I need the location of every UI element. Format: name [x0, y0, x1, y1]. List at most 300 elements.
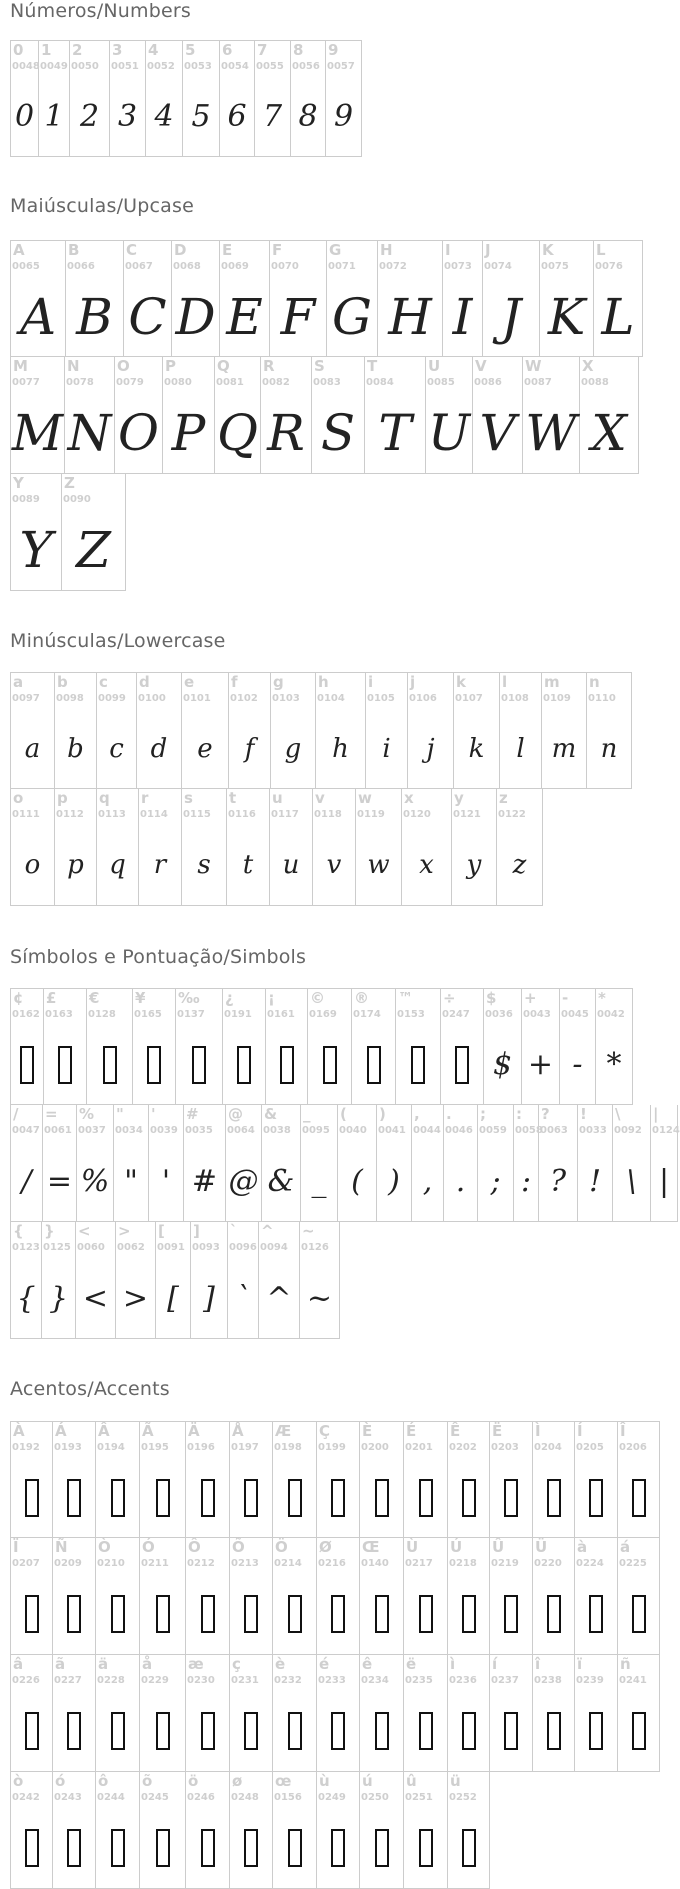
glyph-sample: e [197, 733, 213, 764]
glyph-sample: j [426, 733, 435, 764]
glyph-sample: C [128, 287, 167, 346]
missing-glyph-box [230, 1462, 272, 1533]
missing-glyph-box [575, 1695, 617, 1767]
glyph-cell [575, 1421, 618, 1538]
missing-glyph-box [618, 1695, 659, 1767]
glyph-code-label: 0126 [301, 1242, 329, 1253]
glyph-sample: t [242, 850, 254, 880]
glyph-sample: } [48, 1280, 69, 1316]
missing-glyph-icon [375, 1595, 389, 1633]
missing-glyph-icon [111, 1712, 125, 1750]
missing-glyph-icon [25, 1829, 39, 1867]
glyph-row [10, 474, 643, 591]
glyph-char-label: û [406, 1772, 417, 1790]
missing-glyph-icon [589, 1712, 603, 1750]
glyph-char-label: 5 [185, 41, 196, 59]
glyph-char-label: 6 [222, 41, 233, 59]
glyph-grid-upcase [10, 240, 643, 591]
glyph-cell [448, 1772, 490, 1889]
glyph-code-label: 0059 [479, 1125, 507, 1136]
missing-glyph-icon [331, 1712, 345, 1750]
glyph-char-label: À [13, 1422, 25, 1440]
glyph-code-label: 0225 [619, 1558, 647, 1569]
glyph-sample: 0 [14, 99, 35, 134]
glyph-cell [163, 357, 215, 474]
missing-glyph-box [404, 1812, 447, 1884]
glyph-cell [533, 1655, 575, 1772]
glyph-char-label: ÷ [443, 989, 456, 1007]
missing-glyph-box [230, 1695, 272, 1767]
glyph-cell [452, 789, 497, 906]
glyph-code-label: 0202 [449, 1442, 477, 1453]
glyph-code-label: 0101 [183, 693, 211, 704]
missing-glyph-box [11, 1462, 52, 1533]
glyph-code-label: 0230 [187, 1675, 215, 1686]
glyph-char-label: 0 [13, 41, 24, 59]
glyph-char-label: _ [303, 1105, 311, 1123]
glyph-code-label: 0120 [403, 809, 431, 820]
missing-glyph-box [266, 1029, 307, 1100]
missing-glyph-icon [411, 1046, 425, 1084]
missing-glyph-icon [288, 1479, 302, 1517]
missing-glyph-icon [156, 1712, 170, 1750]
missing-glyph-icon [25, 1595, 39, 1633]
glyph-cell [156, 1222, 191, 1339]
glyph-code-label: 0054 [221, 61, 249, 72]
glyph-sample: L [601, 287, 635, 346]
glyph-char-label: ¢ [13, 989, 24, 1007]
glyph-row [10, 1538, 660, 1655]
glyph-char-label: Y [13, 474, 24, 492]
glyph-row [10, 1421, 660, 1538]
missing-glyph-icon [58, 1046, 72, 1084]
glyph-char-label: T [367, 357, 378, 375]
glyph-code-label: 0192 [12, 1442, 40, 1453]
glyph-code-label: 0125 [43, 1242, 71, 1253]
glyph-code-label: 0113 [98, 809, 126, 820]
glyph-cell [215, 357, 261, 474]
glyph-code-label: 0111 [12, 809, 40, 820]
glyph-code-label: 0199 [318, 1442, 346, 1453]
glyph-sample: w [367, 850, 390, 880]
glyph-cell [10, 40, 39, 157]
glyph-code-label: 0109 [543, 693, 571, 704]
glyph-sample: < [82, 1280, 109, 1316]
glyph-char-label: ] [193, 1222, 200, 1240]
missing-glyph-box [533, 1462, 574, 1533]
glyph-cell [96, 1538, 140, 1655]
missing-glyph-box [223, 1029, 265, 1100]
glyph-char-label: F [272, 241, 283, 259]
glyph-char-label: ê [362, 1655, 373, 1673]
missing-glyph-icon [375, 1712, 389, 1750]
glyph-code-label: 0203 [491, 1442, 519, 1453]
glyph-cell [490, 1538, 533, 1655]
glyph-code-label: 0088 [581, 377, 609, 388]
glyph-sample: B [76, 287, 113, 346]
glyph-code-label: 0169 [309, 1009, 337, 1020]
glyph-char-label: % [79, 1105, 95, 1123]
glyph-code-label: 0249 [318, 1792, 346, 1803]
glyph-sample: 1 [44, 99, 64, 134]
glyph-char-label: Ò [98, 1538, 111, 1556]
glyph-code-label: 0070 [271, 261, 299, 272]
glyph-code-label: 0231 [231, 1675, 259, 1686]
glyph-sample: Y [19, 521, 53, 579]
glyph-code-label: 0075 [541, 261, 569, 272]
glyph-code-label: 0071 [328, 261, 356, 272]
glyph-sample: x [419, 850, 434, 880]
missing-glyph-icon [201, 1479, 215, 1517]
glyph-code-label: 0200 [361, 1442, 389, 1453]
glyph-code-label: 0040 [339, 1125, 367, 1136]
glyph-code-label: 0216 [318, 1558, 346, 1569]
glyph-cell [140, 1655, 186, 1772]
glyph-code-label: 0097 [12, 693, 40, 704]
glyph-cell [594, 240, 643, 357]
glyph-char-label: * [598, 989, 606, 1007]
glyph-sample: H [388, 287, 432, 346]
glyph-code-label: 0247 [442, 1009, 470, 1020]
glyph-code-label: 0218 [449, 1558, 477, 1569]
missing-glyph-box [140, 1812, 185, 1884]
missing-glyph-box [490, 1578, 532, 1650]
glyph-cell [44, 988, 87, 1105]
glyph-code-label: 0090 [63, 494, 91, 505]
glyph-cell [523, 357, 580, 474]
missing-glyph-icon [547, 1479, 561, 1517]
glyph-char-label: ö [188, 1772, 199, 1790]
glyph-char-label: Í [577, 1422, 583, 1440]
missing-glyph-icon [288, 1595, 302, 1633]
missing-glyph-icon [280, 1046, 294, 1084]
glyph-char-label: æ [188, 1655, 204, 1673]
glyph-char-label: - [562, 989, 569, 1007]
glyph-sample: P [171, 404, 206, 462]
glyph-sample: ` [235, 1280, 251, 1316]
glyph-code-label: 0055 [256, 61, 284, 72]
glyph-char-label: Q [217, 357, 230, 375]
glyph-row [10, 1655, 660, 1772]
glyph-code-label: 0035 [185, 1125, 213, 1136]
glyph-char-label: ô [98, 1772, 109, 1790]
glyph-grid-lowercase [10, 672, 632, 906]
glyph-sample: . [455, 1163, 466, 1199]
glyph-cell [186, 1772, 230, 1889]
glyph-char-label: ñ [620, 1655, 631, 1673]
glyph-code-label: 0044 [413, 1125, 441, 1136]
glyph-code-label: 0114 [140, 809, 168, 820]
glyph-char-label: 2 [72, 41, 83, 59]
glyph-char-label: Ì [535, 1422, 541, 1440]
glyph-row [10, 1222, 678, 1339]
glyph-sample: F [280, 287, 316, 346]
missing-glyph-box [96, 1812, 139, 1884]
missing-glyph-box [186, 1695, 229, 1767]
glyph-cell [596, 988, 633, 1105]
glyph-char-label: £ [46, 989, 57, 1007]
glyph-cell [137, 672, 182, 789]
glyph-cell [360, 1655, 404, 1772]
glyph-code-label: 0201 [405, 1442, 433, 1453]
glyph-char-label: á [620, 1538, 631, 1556]
missing-glyph-box [533, 1695, 574, 1767]
glyph-cell [500, 672, 542, 789]
glyph-code-label: 0163 [45, 1009, 73, 1020]
glyph-cell [575, 1655, 618, 1772]
glyph-code-label: 0098 [56, 693, 84, 704]
glyph-cell [10, 357, 65, 474]
glyph-char-label: Z [64, 474, 75, 492]
glyph-cell [483, 240, 540, 357]
glyph-char-label: ø [232, 1772, 243, 1790]
glyph-cell [270, 789, 313, 906]
glyph-cell [402, 789, 452, 906]
glyph-char-label: q [99, 789, 110, 807]
glyph-row [10, 40, 362, 157]
glyph-cell [539, 1105, 578, 1222]
glyph-cell [514, 1105, 543, 1222]
glyph-cell [533, 1421, 575, 1538]
glyph-cell [124, 240, 172, 357]
section-title-accents: Acentos/Accents [10, 1378, 170, 1400]
glyph-char-label: ™ [398, 989, 413, 1007]
glyph-char-label: 1 [41, 41, 52, 59]
glyph-cell [404, 1538, 448, 1655]
glyph-sample: / [21, 1163, 32, 1199]
glyph-cell [259, 1222, 300, 1339]
glyph-char-label: ^ [261, 1222, 274, 1240]
glyph-cell [490, 1655, 533, 1772]
glyph-cell [426, 357, 473, 474]
glyph-cell [444, 1105, 478, 1222]
glyph-code-label: 0244 [97, 1792, 125, 1803]
glyph-char-label: ' [151, 1105, 156, 1123]
glyph-code-label: 0124 [652, 1125, 680, 1136]
glyph-sample: i [382, 733, 391, 764]
missing-glyph-icon [455, 1046, 469, 1084]
section-title-lowercase: Minúsculas/Lowercase [10, 630, 226, 652]
glyph-char-label: 8 [293, 41, 304, 59]
glyph-code-label: 0050 [71, 61, 99, 72]
missing-glyph-box [618, 1578, 659, 1650]
glyph-cell [53, 1421, 96, 1538]
glyph-code-label: 0197 [231, 1442, 259, 1453]
glyph-sample: + [527, 1047, 554, 1082]
glyph-cell [478, 1105, 514, 1222]
glyph-sample: 4 [154, 99, 174, 134]
glyph-sample: z [512, 850, 527, 880]
glyph-cell [10, 1421, 53, 1538]
missing-glyph-icon [547, 1712, 561, 1750]
glyph-code-label: 0232 [274, 1675, 302, 1686]
missing-glyph-box [273, 1462, 316, 1533]
glyph-cell [43, 1105, 77, 1222]
glyph-cell [184, 1105, 226, 1222]
missing-glyph-box [448, 1812, 489, 1884]
glyph-char-label: h [318, 673, 329, 691]
glyph-char-label: â [13, 1655, 24, 1673]
glyph-code-label: 0089 [12, 494, 40, 505]
missing-glyph-box [396, 1029, 440, 1100]
glyph-sample: E [226, 287, 263, 346]
glyph-cell [317, 1538, 360, 1655]
missing-glyph-box [317, 1695, 359, 1767]
glyph-char-label: P [165, 357, 176, 375]
missing-glyph-icon [589, 1479, 603, 1517]
glyph-cell [313, 789, 356, 906]
missing-glyph-box [533, 1578, 574, 1650]
glyph-sample: [ [167, 1280, 179, 1316]
glyph-char-label: ó [55, 1772, 66, 1790]
glyph-cell [10, 988, 44, 1105]
missing-glyph-box [11, 1812, 52, 1884]
glyph-char-label: Á [55, 1422, 67, 1440]
glyph-code-label: 0198 [274, 1442, 302, 1453]
glyph-sample: s [197, 850, 211, 880]
glyph-sample: r [153, 850, 167, 880]
glyph-char-label: n [589, 673, 600, 691]
glyph-sample: & [267, 1163, 295, 1199]
glyph-code-label: 0161 [267, 1009, 295, 1020]
section-title-numbers: Números/Numbers [10, 0, 191, 22]
missing-glyph-box [230, 1578, 272, 1650]
glyph-sample: D [175, 287, 216, 346]
glyph-code-label: 0194 [97, 1442, 125, 1453]
glyph-cell [116, 1222, 156, 1339]
glyph-code-label: 0060 [77, 1242, 105, 1253]
glyph-char-label: È [362, 1422, 373, 1440]
missing-glyph-box [273, 1812, 316, 1884]
glyph-cell [53, 1538, 96, 1655]
glyph-cell [186, 1655, 230, 1772]
glyph-code-label: 0078 [66, 377, 94, 388]
missing-glyph-icon [67, 1595, 81, 1633]
glyph-char-label: 7 [257, 41, 268, 59]
glyph-char-label: ï [577, 1655, 583, 1673]
glyph-sample: ( [351, 1163, 363, 1199]
glyph-cell [146, 40, 183, 157]
glyph-char-label: É [406, 1422, 417, 1440]
glyph-cell [149, 1105, 184, 1222]
glyph-char-label: L [596, 241, 606, 259]
glyph-char-label: ? [541, 1105, 550, 1123]
glyph-char-label: 4 [148, 41, 159, 59]
glyph-code-label: 0103 [272, 693, 300, 704]
glyph-cell [317, 1772, 360, 1889]
glyph-char-label: œ [275, 1772, 292, 1790]
glyph-char-label: Ô [188, 1538, 201, 1556]
missing-glyph-box [317, 1812, 359, 1884]
glyph-char-label: Û [492, 1538, 505, 1556]
missing-glyph-icon [201, 1595, 215, 1633]
glyph-char-label: Æ [275, 1422, 292, 1440]
glyph-code-label: 0193 [54, 1442, 82, 1453]
glyph-code-label: 0156 [274, 1792, 302, 1803]
glyph-code-label: 0053 [184, 61, 212, 72]
glyph-code-label: 0217 [405, 1558, 433, 1569]
glyph-char-label: H [380, 241, 393, 259]
glyph-code-label: 0119 [357, 809, 385, 820]
glyph-code-label: 0213 [231, 1558, 259, 1569]
glyph-code-label: 0250 [361, 1792, 389, 1803]
glyph-cell [312, 357, 365, 474]
missing-glyph-icon [331, 1829, 345, 1867]
glyph-code-label: 0112 [56, 809, 84, 820]
missing-glyph-icon [288, 1712, 302, 1750]
glyph-code-label: 0108 [501, 693, 529, 704]
glyph-code-label: 0057 [327, 61, 355, 72]
glyph-row [10, 1772, 660, 1889]
missing-glyph-box [186, 1812, 229, 1884]
glyph-cell [618, 1421, 660, 1538]
glyph-cell [220, 240, 270, 357]
glyph-sample: 2 [79, 99, 100, 134]
glyph-sample: * [606, 1047, 622, 1082]
glyph-sample: O [118, 404, 159, 462]
glyph-code-label: 0107 [455, 693, 483, 704]
glyph-cell [186, 1538, 230, 1655]
missing-glyph-box [186, 1462, 229, 1533]
missing-glyph-icon [156, 1479, 170, 1517]
glyph-char-label: / [13, 1105, 19, 1123]
glyph-code-label: 0123 [12, 1242, 40, 1253]
missing-glyph-box [11, 1578, 52, 1650]
glyph-code-label: 0049 [40, 61, 68, 72]
glyph-sample: , [422, 1163, 433, 1199]
glyph-code-label: 0039 [150, 1125, 178, 1136]
glyph-char-label: i [368, 673, 374, 691]
glyph-code-label: 0153 [397, 1009, 425, 1020]
glyph-char-label: ü [450, 1772, 461, 1790]
missing-glyph-icon [67, 1479, 81, 1517]
glyph-cell [580, 357, 639, 474]
glyph-cell [441, 988, 484, 1105]
missing-glyph-icon [67, 1829, 81, 1867]
glyph-code-label: 0043 [523, 1009, 551, 1020]
glyph-cell [229, 672, 271, 789]
missing-glyph-box [176, 1029, 222, 1100]
missing-glyph-icon [201, 1829, 215, 1867]
missing-glyph-icon [547, 1595, 561, 1633]
missing-glyph-box [360, 1695, 403, 1767]
glyph-cell [317, 1421, 360, 1538]
glyph-sample: ~ [306, 1280, 333, 1316]
glyph-code-label: 0106 [409, 693, 437, 704]
glyph-code-label: 0058 [515, 1125, 543, 1136]
glyph-sample: K [547, 287, 586, 346]
glyph-sample: { [16, 1280, 36, 1316]
glyph-sample: ? [549, 1163, 567, 1199]
glyph-code-label: 0048 [12, 61, 40, 72]
glyph-sample: M [11, 404, 64, 462]
glyph-code-label: 0081 [216, 377, 244, 388]
missing-glyph-icon [462, 1595, 476, 1633]
glyph-cell [308, 988, 352, 1105]
glyph-cell [560, 988, 596, 1105]
glyph-sample: % [80, 1163, 110, 1199]
glyph-char-label: î [535, 1655, 541, 1673]
glyph-cell [266, 988, 308, 1105]
glyph-char-label: w [358, 789, 372, 807]
missing-glyph-icon [462, 1712, 476, 1750]
glyph-sample: Q [217, 404, 258, 462]
glyph-code-label: 0082 [262, 377, 290, 388]
glyph-code-label: 0033 [579, 1125, 607, 1136]
glyph-sample: 3 [117, 99, 138, 134]
glyph-cell [273, 1772, 317, 1889]
glyph-char-label: Å [232, 1422, 244, 1440]
